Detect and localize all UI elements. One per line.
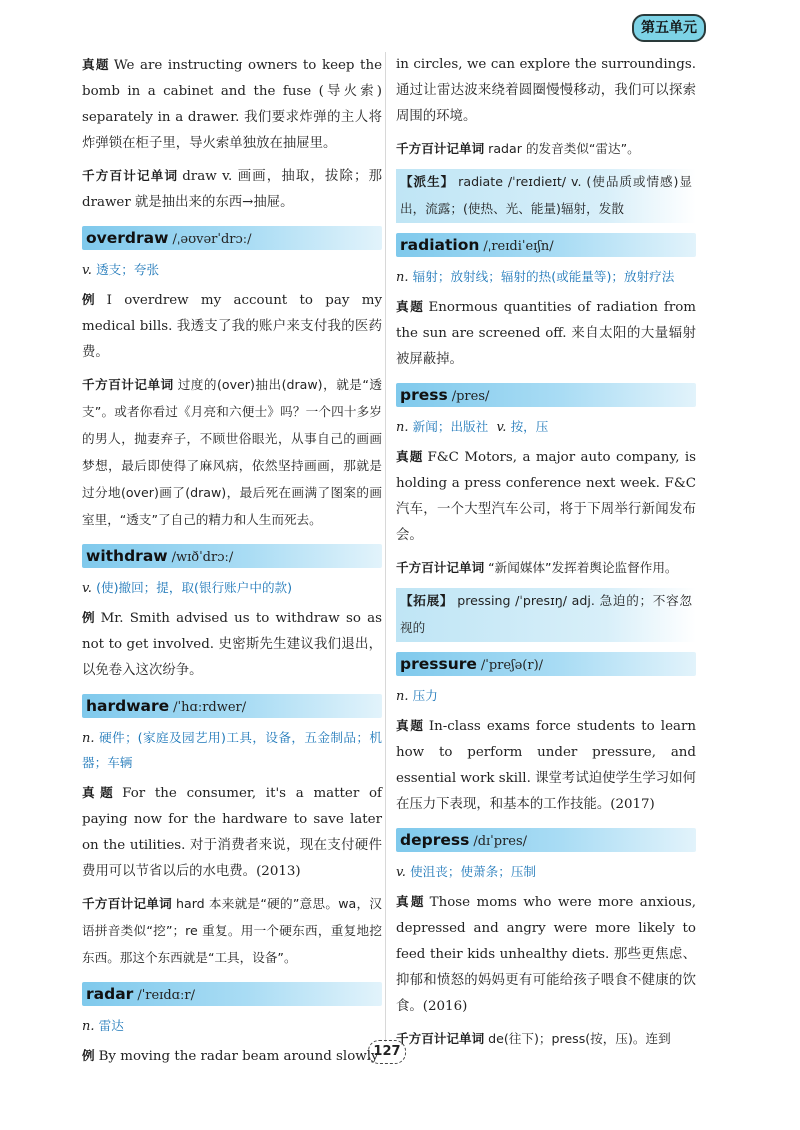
part-of-speech: n. — [396, 420, 409, 435]
example-text: Enormous quantities of radiation from the sun are screened off. 来自太阳的大量辐射被屏蔽掉。 — [396, 300, 696, 367]
entry-header-radar — [82, 982, 382, 1006]
meaning: 硬件；(家庭及园艺用)工具，设备，五金制品；机器；车辆 — [82, 730, 382, 770]
headword: pressure — [400, 655, 477, 673]
extension — [400, 588, 692, 642]
example-text: Mr. Smith advised us to withdraw so as not to get involved. 史密斯先生建议我们退出，以免卷入这次纷争。 — [82, 611, 382, 678]
headword: depress — [400, 831, 470, 849]
definition — [82, 726, 382, 776]
right-column — [396, 52, 696, 1059]
derivation-box — [396, 169, 696, 223]
example-label: 真题 — [396, 718, 425, 733]
definition — [82, 258, 382, 283]
part-of-speech: n. — [396, 270, 409, 285]
memory-label: 千方百计记单词 — [82, 377, 174, 392]
example — [82, 605, 382, 684]
example-text: in circles, we can explore the surroundings. 通过让雷达波来绕着圆圈慢慢移动，我们可以探索周围的环境。 — [396, 57, 696, 124]
memory-text: draw v. 画画，抽取，拔除；那 drawer 就是抽出来的东西→抽屉。 — [82, 169, 382, 210]
headword: hardware — [86, 697, 170, 715]
phonetic: /ˈhɑːrdwer/ — [173, 700, 247, 715]
example — [396, 444, 696, 549]
example-text: In-class exams force students to learn how to perform under pressure, and essential work skill. 课堂考试迫使学生学习如何在压力下表现，和基本的工作技能。(2017) — [396, 719, 696, 812]
derivation — [400, 169, 692, 223]
phonetic: /pres/ — [451, 389, 490, 404]
phonetic: /ˌəʊvərˈdrɔː/ — [172, 232, 252, 247]
extension-box — [396, 588, 696, 642]
example-label: 真题 — [396, 449, 424, 464]
column-divider — [385, 52, 386, 1042]
memory-tip — [396, 136, 696, 163]
memory-tip — [82, 372, 382, 534]
memory-tip — [396, 555, 696, 582]
example-label: 例 — [82, 610, 97, 625]
example-label: 真题 — [82, 785, 119, 800]
entry-header-pressure — [396, 652, 696, 676]
entry-header-withdraw — [82, 544, 382, 568]
definition — [82, 576, 382, 601]
derivation-text: radiate /ˈreɪdieɪt/ v. (使品质或情感)显出，流露；(使热、光、能量)辐射，发散 — [400, 174, 692, 216]
example — [82, 287, 382, 366]
memory-label: 千方百计记单词 — [396, 1031, 485, 1046]
definition — [82, 1014, 382, 1039]
part-of-speech: n. — [396, 689, 409, 704]
headword: overdraw — [86, 229, 169, 247]
example — [82, 780, 382, 885]
meaning: 使沮丧；使萧条；压制 — [410, 864, 537, 879]
exam-sentence — [82, 52, 382, 157]
part-of-speech: v. — [396, 865, 406, 880]
definition — [396, 265, 696, 290]
headword: radar — [86, 985, 134, 1003]
part-of-speech: v. — [82, 581, 92, 596]
entry-header-overdraw — [82, 226, 382, 250]
meaning: 新闻；出版社 — [412, 419, 489, 434]
memory-text: radar 的发音类似“雷达”。 — [488, 141, 640, 156]
definition — [396, 415, 696, 440]
example-label: 例 — [82, 292, 103, 307]
part-of-speech: n. — [82, 731, 95, 746]
memory-tip — [396, 1026, 696, 1053]
example — [82, 1043, 382, 1070]
extension-text: pressing /ˈpresɪŋ/ adj. 急迫的；不容忽视的 — [400, 593, 692, 635]
entry-header-depress — [396, 828, 696, 852]
phonetic: /ˈpreʃə(r)/ — [480, 658, 544, 673]
phonetic: /dɪˈpres/ — [473, 834, 528, 849]
memory-text: de(往下)；press(按，压)。连到 — [488, 1031, 671, 1046]
part-of-speech: n. — [82, 1019, 95, 1034]
part-of-speech: v. — [496, 420, 507, 435]
meaning: 压力 — [412, 688, 438, 703]
memory-text: hard 本来就是“硬的”意思。wa，汉语拼音类似“挖”；re 重复。用一个硬东西，重复地挖东西。那这个东西就是“工具，设备”。 — [82, 896, 382, 965]
example — [396, 294, 696, 373]
example-label: 真题 — [396, 894, 426, 909]
example-continued — [396, 52, 696, 130]
example-text: For the consumer, it's a matter of paying now for the hardware to save later on the utilities. 对于消费者来说，现在支付硬件费用可以节省以后的水电费。(2013) — [82, 786, 383, 879]
memory-label: 千方百计记单词 — [396, 141, 485, 156]
example — [396, 713, 696, 818]
phonetic: /ˌreɪdiˈeɪʃn/ — [483, 239, 554, 254]
meaning: 按，压 — [510, 419, 549, 434]
derivation-label: 【派生】 — [400, 174, 455, 189]
unit-badge: 第五单元 — [632, 14, 706, 42]
part-of-speech: v. — [82, 263, 92, 278]
memory-label: 千方百计记单词 — [82, 168, 179, 183]
meaning: (使)撤回；提，取(银行账户中的款) — [96, 580, 293, 595]
definition — [396, 684, 696, 709]
memory-text: “新闻媒体”发挥着舆论监督作用。 — [488, 560, 678, 575]
meaning: 辐射；放射线；辐射的热(或能量等)；放射疗法 — [412, 269, 675, 284]
entry-header-hardware — [82, 694, 382, 718]
memory-label: 千方百计记单词 — [396, 560, 485, 575]
definition — [396, 860, 696, 885]
exam-label: 真题 — [82, 57, 110, 72]
phonetic: /ˈreɪdɑːr/ — [137, 988, 195, 1003]
left-column — [82, 52, 382, 1076]
headword: radiation — [400, 236, 480, 254]
example-text: By moving the radar beam around slowly — [98, 1049, 379, 1064]
memory-tip — [82, 891, 382, 972]
example-label: 例 — [82, 1048, 95, 1063]
headword: press — [400, 386, 448, 404]
example-text: I overdrew my account to pay my medical bills. 我透支了我的账户来支付我的医药费。 — [82, 293, 383, 360]
memory-tip — [82, 163, 382, 216]
page-number: 127 — [368, 1040, 406, 1064]
memory-label: 千方百计记单词 — [82, 896, 173, 911]
headword: withdraw — [86, 547, 168, 565]
entry-header-radiation — [396, 233, 696, 257]
entry-header-press — [396, 383, 696, 407]
example-text: F&C Motors, a major auto company, is holding a press conference next week. F&C 汽车，一个大型汽车公司，将于下周举行新闻发布会。 — [396, 450, 696, 543]
example-text: Those moms who were more anxious, depressed and angry were more likely to feed their kids unhealthy diets. 那些更焦虑、抑郁和愤怒的妈妈更有可能给孩子喂食不健康的饮食。(2016) — [396, 895, 696, 1014]
memory-text: 过度的(over)抽出(draw)，就是“透支”。或者你看过《月亮和六便士》吗？一个四十多岁的男人，抛妻弃子，不顾世俗眼光，从事自己的画画梦想，最后即使得了麻风病，依然坚持画画，那就是过分地(over)画了(draw)，最后死在画满了图案的画室里，“透支”了自己的精力和人生而死去。 — [82, 377, 383, 527]
meaning: 雷达 — [98, 1018, 124, 1033]
example — [396, 889, 696, 1020]
phonetic: /wɪðˈdrɔː/ — [171, 550, 234, 565]
exam-text: We are instructing owners to keep the bomb in a cabinet and the fuse (导火索) separately in a drawer. 我们要求炸弹的主人将炸弹锁在柜子里，导火索单独放在抽屉里。 — [82, 58, 382, 151]
meaning: 透支；夸张 — [96, 262, 160, 277]
extension-label: 【拓展】 — [400, 593, 454, 608]
example-label: 真题 — [396, 299, 425, 314]
